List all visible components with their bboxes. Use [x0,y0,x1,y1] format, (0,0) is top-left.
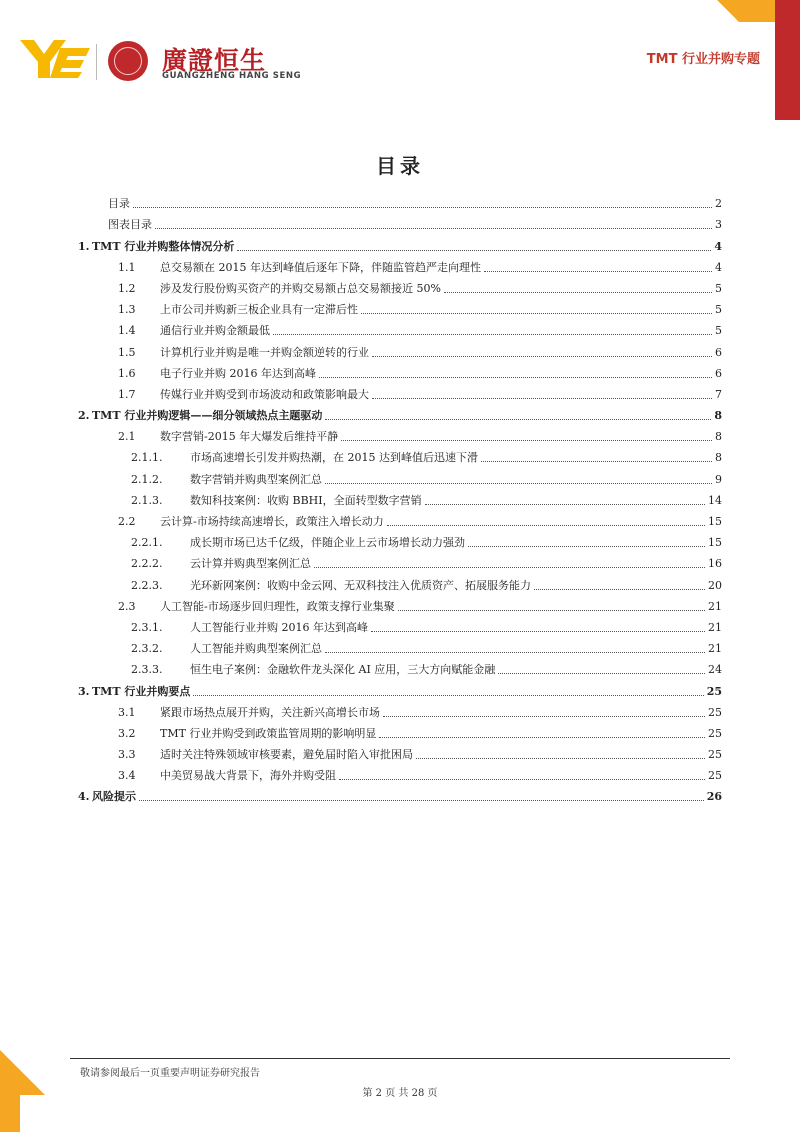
toc-entry-number: 4. [78,790,90,804]
toc-entry[interactable] [78,338,722,359]
toc-entry-title: 市场高速增长引发并购热潮，在 2015 达到峰值后迅速下滑 [190,451,478,465]
toc-dot-leader [361,312,712,314]
toc-dot-leader [398,609,705,611]
toc-entry[interactable] [78,550,722,571]
toc-entry[interactable] [78,635,722,656]
toc-entry[interactable] [78,381,722,402]
toc-entry[interactable] [78,275,722,296]
toc-entry-number: 1.4 [118,324,136,338]
toc-entry[interactable] [78,211,722,232]
toc-entry-page: 7 [715,387,722,401]
toc-entry-number: 3.1 [118,705,136,719]
toc-entry-number: 1.3 [118,303,136,317]
toc-entry-page: 5 [715,324,722,338]
toc-entry-page: 3 [715,218,722,232]
toc-entry-number: 1.5 [118,345,136,359]
toc-entry[interactable] [78,720,722,741]
logo-divider [96,44,97,80]
toc-entry-title: TMT 行业并购整体情况分析 [92,239,235,253]
page-title: 目录 [376,154,424,178]
toc-dot-leader [444,291,712,293]
toc-entry-page: 21 [708,620,722,634]
toc-entry-title: 紧跟市场热点展开并购，关注新兴高增长市场 [160,705,380,719]
report-topic-label: TMT 行业并购专题 [646,52,760,67]
toc-entry-page: 21 [708,599,722,613]
page-number: 第 2 页 共 28 页 [362,1088,438,1099]
toc-entry-page: 4 [714,239,722,253]
toc-entry-number: 2.3.2. [131,642,163,656]
toc-entry[interactable] [78,593,722,614]
toc-entry[interactable] [78,190,722,211]
toc-dot-leader [534,588,705,590]
toc-entry[interactable] [78,614,722,635]
toc-entry-title: 云计算-市场持续高速增长，政策注入增长动力 [160,515,384,528]
toc-entry-number: 3.2 [118,726,136,740]
toc-entry[interactable] [78,232,722,253]
toc-entry[interactable] [78,741,722,762]
toc-entry-page: 25 [708,726,722,740]
toc-entry-number: 2.3.3. [131,663,163,677]
toc-dot-leader [325,418,711,420]
toc-entry-title: 涉及发行股份购买资产的并购交易额占总交易额接近 50% [160,281,441,295]
toc-entry-title: 成长期市场已达千亿级，伴随企业上云市场增长动力强劲 [190,536,465,550]
toc-entry-title: 数字营销-2015 年大爆发后维持平静 [160,430,339,444]
toc-entry[interactable] [78,783,722,804]
company-logo-ye [20,40,90,78]
toc-entry-page: 21 [708,642,722,656]
toc-entry-page: 15 [708,515,722,528]
toc-entry-page: 6 [715,366,722,380]
toc-entry-number: 2.1 [118,430,136,444]
toc-dot-leader [481,460,712,462]
toc-entry[interactable] [78,360,722,381]
footer-divider [70,1058,730,1059]
toc-entry-number: 2. [78,409,90,423]
toc-entry-page: 20 [708,578,722,592]
toc-entry-number: 2.3.1. [131,620,163,634]
toc-entry[interactable] [78,529,722,550]
toc-entry-number: 1.2 [118,281,136,295]
brand-seal-icon [108,41,148,81]
toc-entry-page: 5 [715,303,722,317]
toc-dot-leader [339,778,705,780]
toc-entry-title: 光环新网案例：收购中金云网、无双科技注入优质资产、拓展服务能力 [190,578,531,592]
toc-entry[interactable] [78,508,722,529]
toc-entry-title: 上市公司并购新三板企业具有一定滞后性 [160,303,358,317]
toc-entry-page: 16 [708,557,722,571]
toc-entry-page: 15 [708,536,722,550]
toc-dot-leader [273,333,712,335]
toc-entry-title: 传媒行业并购受到市场波动和政策影响最大 [160,387,369,401]
toc-entry-title: 人工智能-市场逐步回归理性，政策支撑行业集聚 [160,599,395,613]
toc-entry-title: 适时关注特殊领域审核要素，避免届时陷入审批困局 [160,748,413,762]
brand-name-en: GUANGZHENG HANG SENG [162,71,302,81]
toc-entry-page: 8 [715,430,722,444]
toc-entry-number: 1.1 [118,260,136,274]
toc-dot-leader [379,736,705,738]
toc-entry-title: 总交易额在 2015 年达到峰值后逐年下降，伴随监管趋严走向理性 [160,260,481,274]
toc-dot-leader [237,249,711,251]
toc-entry[interactable] [78,465,722,486]
toc-entry-number: 2.1.3. [131,493,163,507]
toc-entry-page: 2 [715,197,722,211]
toc-dot-leader [425,503,705,505]
toc-entry-number: 2.2 [118,515,136,528]
toc-entry-title: TMT 行业并购逻辑——细分领域热点主题驱动 [92,409,323,423]
toc-dot-leader [325,651,705,653]
toc-entry-title: TMT 行业并购受到政策监管周期的影响明显 [160,726,377,740]
toc-entry[interactable] [78,254,722,275]
toc-entry-page: 25 [708,769,722,783]
toc-dot-leader [341,439,712,441]
toc-entry[interactable] [78,699,722,720]
table-of-contents [78,190,722,804]
toc-entry[interactable] [78,402,722,423]
toc-entry-title: 图表目录 [108,218,152,232]
toc-dot-leader [372,397,712,399]
toc-dot-leader [468,545,705,547]
toc-entry[interactable] [78,571,722,592]
toc-entry-title: 计算机行业并购是唯一并购金额逆转的行业 [160,345,369,359]
toc-entry[interactable] [78,317,722,338]
toc-entry-number: 2.1.1. [131,451,163,465]
page-header [0,0,800,90]
toc-dot-leader [484,270,712,272]
toc-entry[interactable] [78,423,722,444]
toc-dot-leader [319,376,712,378]
toc-entry[interactable] [78,444,722,465]
toc-dot-leader [133,206,712,208]
toc-entry-number: 2.2.3. [131,578,163,592]
toc-entry-title: TMT 行业并购要点 [92,684,191,698]
toc-entry[interactable] [78,487,722,508]
toc-entry-title: 人工智能行业并购 2016 年达到高峰 [190,620,368,634]
toc-entry-number: 1.6 [118,366,136,380]
toc-dot-leader [383,715,705,717]
toc-entry-title: 中美贸易战大背景下，海外并购受阻 [160,769,336,783]
toc-dot-leader [371,630,705,632]
toc-entry[interactable] [78,296,722,317]
toc-entry-number: 2.2.2. [131,557,163,571]
toc-dot-leader [416,757,705,759]
toc-entry-title: 通信行业并购金额最低 [160,324,270,338]
toc-dot-leader [372,355,712,357]
toc-entry-page: 9 [715,472,722,486]
toc-entry-page: 5 [715,281,722,295]
brand-name-cn: 廣證恒生 [162,46,267,75]
toc-entry-number: 1. [78,239,90,253]
toc-dot-leader [139,799,704,801]
footer-disclaimer: 敬请参阅最后一页重要声明证券研究报告 [80,1068,260,1079]
toc-entry-page: 14 [708,493,722,507]
toc-dot-leader [314,566,705,568]
toc-entry-page: 24 [708,663,722,677]
toc-entry[interactable] [78,677,722,698]
toc-entry-title: 风险提示 [92,790,136,804]
toc-entry-page: 6 [715,345,722,359]
toc-entry-page: 8 [714,409,722,423]
toc-entry-number: 1.7 [118,387,136,401]
toc-entry-number: 2.2.1. [131,536,163,550]
toc-entry-title: 人工智能并购典型案例汇总 [190,642,322,656]
toc-entry-number: 3.3 [118,748,136,762]
toc-entry[interactable] [78,762,722,783]
toc-entry-number: 3.4 [118,769,136,783]
toc-entry-number: 2.3 [118,599,136,613]
toc-dot-leader [498,672,705,674]
toc-entry-title: 数知科技案例：收购 BBHI，全面转型数字营销 [190,493,422,507]
toc-entry-page: 25 [706,684,722,698]
toc-entry-page: 8 [715,451,722,465]
toc-entry-page: 25 [708,705,722,719]
toc-dot-leader [387,524,705,526]
toc-dot-leader [325,482,712,484]
toc-entry-title: 数字营销并购典型案例汇总 [190,472,322,486]
toc-entry-page: 26 [706,790,722,804]
toc-entry-page: 25 [708,748,722,762]
toc-entry-number: 2.1.2. [131,472,163,486]
toc-entry-title: 恒生电子案例：金融软件龙头深化 AI 应用，三大方向赋能金融 [190,663,496,677]
toc-entry-title: 电子行业并购 2016 年达到高峰 [160,366,316,380]
toc-entry-title: 云计算并购典型案例汇总 [190,557,311,571]
toc-entry[interactable] [78,656,722,677]
toc-dot-leader [155,227,712,229]
toc-dot-leader [193,694,703,696]
toc-entry-page: 4 [715,260,722,274]
toc-entry-number: 3. [78,684,90,698]
toc-entry-title: 目录 [108,197,130,211]
